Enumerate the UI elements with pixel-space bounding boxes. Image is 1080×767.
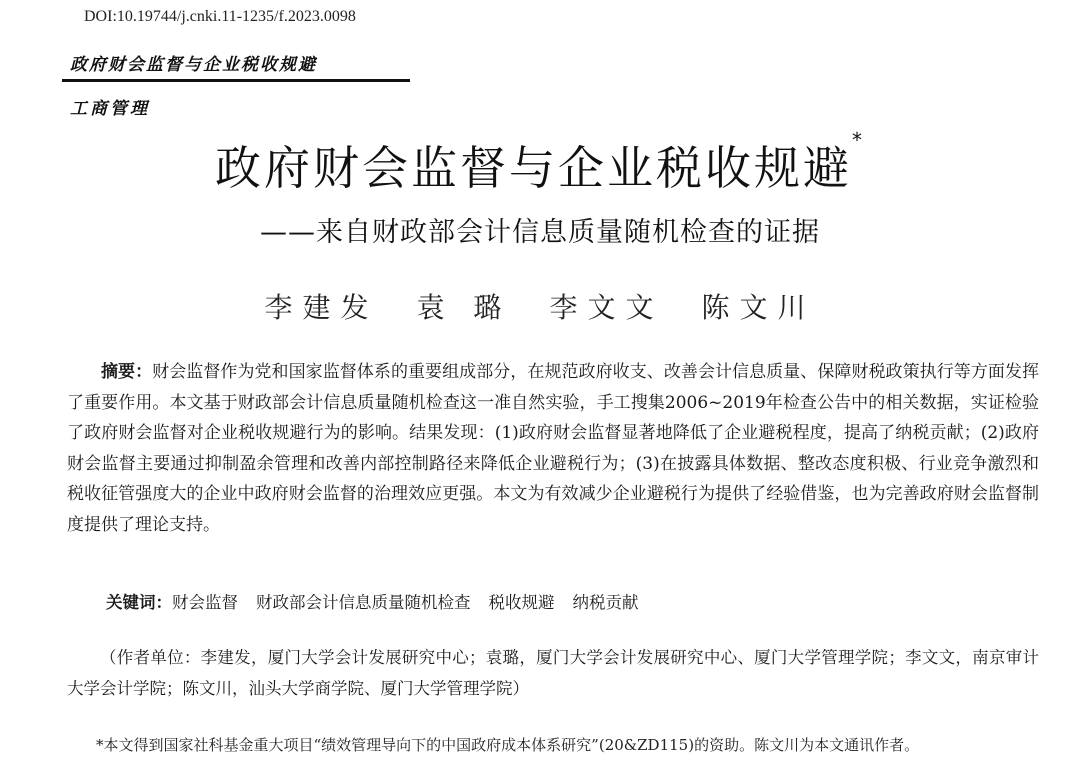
paper-title-text: 政府财会监督与企业税收规避: [215, 141, 852, 195]
keyword: 财会监督: [172, 593, 238, 612]
keyword: 税收规避: [488, 593, 555, 612]
author-name: 袁 璐: [416, 291, 512, 324]
title-footnote-mark: *: [852, 128, 865, 152]
funding-footnote: *本文得到国家社科基金重大项目“绩效管理导向下的中国政府成本体系研究”(20&ZD115)的资助。陈文川为本文通讯作者。: [96, 736, 920, 754]
running-header-title: 政府财会监督与企业税收规避: [70, 55, 317, 75]
paper-title: [0, 128, 1080, 198]
keyword: 财政部会计信息质量随机检查: [256, 593, 471, 612]
author-name: 李建发: [264, 291, 379, 324]
keyword: 纳税贡献: [572, 593, 639, 612]
doi-line: DOI:10.19744/j.cnki.11-1235/f.2023.0098: [84, 8, 356, 25]
author-name: 李文文: [549, 291, 664, 324]
paper-subtitle: ——来自财政部会计信息质量随机检查的证据: [260, 217, 820, 248]
abstract-text: 财会监督作为党和国家监督体系的重要组成部分，在规范政府收支、改善会计信息质量、保障财税政策执行等方面发挥了重要作用。本文基于财政部会计信息质量随机检查这一准自然实验，手工搜集2006~2019年检查公告中的相关数据，实证检验了政府财会监督对企业税收规避行为的影响。结果发现：(1)政府财会监督显著地降低了企业避税程度，提高了纳税贡献；(2)政府财会监督主要通过抑制盈余管理和改善内部控制路径来降低企业避税行为；(3)在披露具体数据、整改态度积极、行业竞争激烈和税收征管强度大的企业中政府财会监督的治理效应更强。本文为有效减少企业避税行为提供了经验借鉴，也为完善政府财会监督制度提供了理论支持。: [67, 362, 1040, 535]
abstract: [67, 357, 1039, 540]
column-label: 工商管理: [70, 99, 150, 119]
keywords: [106, 589, 657, 613]
author-list: [0, 286, 1080, 326]
author-affiliations: [67, 642, 1039, 704]
abstract-label: 摘要：: [101, 362, 153, 382]
author-name: 陈文川: [701, 291, 816, 324]
keywords-label: 关键词：: [106, 593, 172, 612]
affiliations-text: （作者单位：李建发，厦门大学会计发展研究中心；袁璐，厦门大学会计发展研究中心、厦门大学管理学院；李文文，南京审计大学会计学院；陈文川，汕头大学商学院、厦门大学管理学院）: [67, 648, 1039, 698]
header-rule: [62, 79, 410, 82]
